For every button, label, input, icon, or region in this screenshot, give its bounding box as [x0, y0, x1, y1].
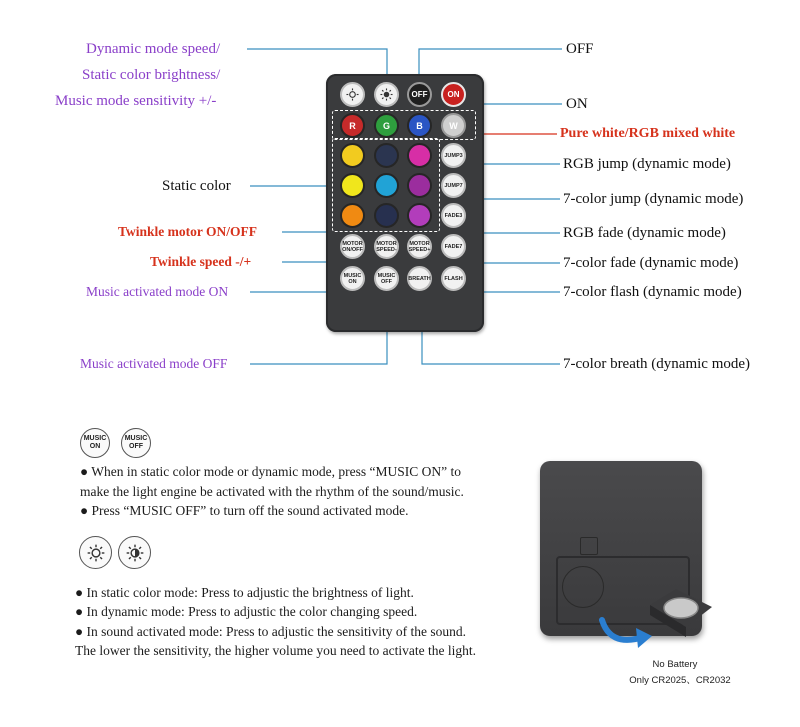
- color-darkblue-button[interactable]: [374, 203, 399, 228]
- flash-button[interactable]: FLASH: [441, 266, 466, 291]
- white-button[interactable]: W: [441, 113, 466, 138]
- label-twinkle-speed: Twinkle speed -/+: [150, 254, 252, 269]
- color-purple-button[interactable]: [407, 173, 432, 198]
- motor-onoff-button[interactable]: MOTOR ON/OFF: [340, 234, 365, 259]
- jump7-button[interactable]: JUMP7: [441, 173, 466, 198]
- adjust-text-line3: ● In sound activated mode: Press to adjustic the sensitivity of the sound.: [75, 624, 466, 639]
- label-music-off: Music activated mode OFF: [80, 356, 228, 371]
- label-7color-breath: 7-color breath (dynamic mode): [563, 356, 751, 372]
- on-button[interactable]: ON: [441, 82, 466, 107]
- label-7color-jump: 7-color jump (dynamic mode): [563, 191, 744, 207]
- label-7color-fade: 7-color fade (dynamic mode): [563, 255, 739, 271]
- color-magenta-button[interactable]: [407, 143, 432, 168]
- label-static-brightness: Static color brightness/: [82, 67, 221, 83]
- red-button[interactable]: R: [340, 113, 365, 138]
- label-off: OFF: [566, 41, 594, 57]
- sun-plus-icon: [380, 88, 393, 101]
- music-on-button[interactable]: MUSIC ON: [340, 266, 365, 291]
- motor-speed-plus-button[interactable]: MOTOR SPEED+: [407, 234, 432, 259]
- color-yellow-button[interactable]: [340, 143, 365, 168]
- coin-battery-drawer-icon: [646, 585, 716, 641]
- music-off-icon: MUSIC OFF: [121, 428, 151, 458]
- battery-caption-1: No Battery: [652, 659, 698, 670]
- green-button[interactable]: G: [374, 113, 399, 138]
- label-pure-white: Pure white/RGB mixed white: [560, 126, 736, 141]
- sun-minus-icon: [346, 88, 359, 101]
- motor-speed-minus-button[interactable]: MOTOR SPEED-: [374, 234, 399, 259]
- adjust-text-line4: The lower the sensitivity, the higher volume you need to activate the light.: [75, 643, 477, 658]
- label-rgb-jump: RGB jump (dynamic mode): [563, 156, 731, 172]
- brightness-down-button[interactable]: [340, 82, 365, 107]
- sun-outline-icon: [79, 536, 112, 569]
- music-text-line1: ● When in static color mode or dynamic mode, press “MUSIC ON” to: [80, 464, 461, 479]
- label-dynamic-speed: Dynamic mode speed/: [86, 41, 221, 57]
- adjust-text-line1: ● In static color mode: Press to adjustic the brightness of light.: [75, 585, 414, 600]
- label-7color-flash: 7-color flash (dynamic mode): [563, 284, 742, 300]
- fade3-button[interactable]: FADE3: [441, 203, 466, 228]
- label-twinkle-motor: Twinkle motor ON/OFF: [118, 224, 257, 239]
- color-navy-button[interactable]: [374, 143, 399, 168]
- label-on: ON: [566, 96, 588, 112]
- color-orange-button[interactable]: [340, 203, 365, 228]
- music-text-line2: make the light engine be activated with the rhythm of the sound/music.: [80, 484, 464, 499]
- remote-control: [326, 74, 484, 332]
- color-cyan-button[interactable]: [374, 173, 399, 198]
- music-on-icon: MUSIC ON: [80, 428, 110, 458]
- label-rgb-fade: RGB fade (dynamic mode): [563, 225, 726, 241]
- fade7-button[interactable]: FADE7: [441, 234, 466, 259]
- music-off-button[interactable]: MUSIC OFF: [374, 266, 399, 291]
- brightness-up-button[interactable]: [374, 82, 399, 107]
- recycle-bin-icon: [580, 537, 598, 555]
- label-music-on: Music activated mode ON: [86, 284, 229, 299]
- label-static-color: Static color: [162, 178, 231, 194]
- breath-button[interactable]: BREATH: [407, 266, 432, 291]
- battery-caption-2: Only CR2025、CR2032: [629, 675, 731, 686]
- blue-button[interactable]: B: [407, 113, 432, 138]
- music-text-line3: ● Press “MUSIC OFF” to turn off the sound activated mode.: [80, 503, 409, 518]
- color-violet-button[interactable]: [407, 203, 432, 228]
- color-lemon-button[interactable]: [340, 173, 365, 198]
- off-button[interactable]: OFF: [407, 82, 432, 107]
- adjust-text-line2: ● In dynamic mode: Press to adjustic the color changing speed.: [75, 604, 418, 619]
- sun-filled-icon: [118, 536, 151, 569]
- label-music-sensitivity: Music mode sensitivity +/-: [55, 93, 217, 109]
- jump3-button[interactable]: JUMP3: [441, 143, 466, 168]
